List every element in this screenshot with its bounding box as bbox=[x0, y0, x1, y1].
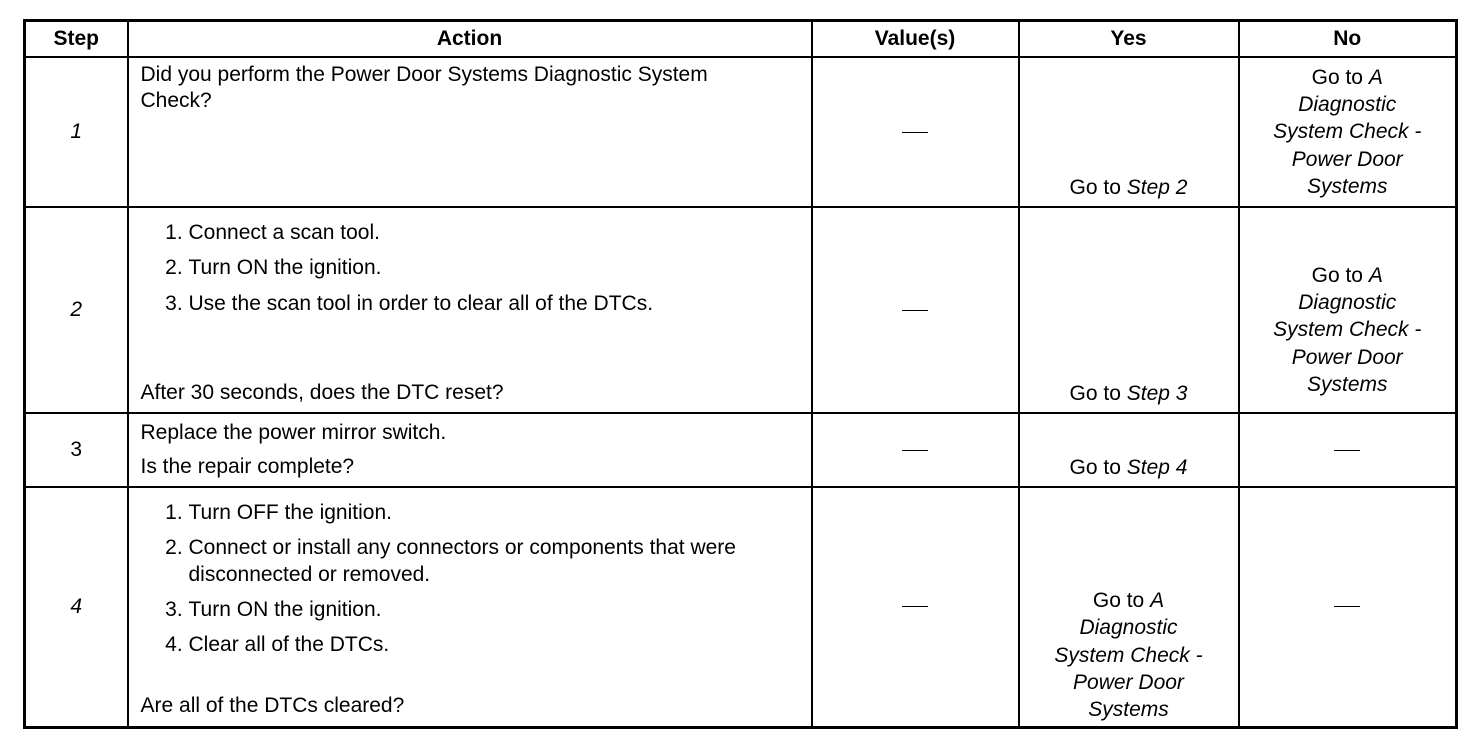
value-dash bbox=[813, 208, 1018, 412]
action-question: After 30 seconds, does the DTC reset? bbox=[140, 380, 504, 404]
step-number: 3 bbox=[70, 438, 83, 461]
action-question: Are all of the DTCs cleared? bbox=[140, 694, 405, 718]
list-item: 4. Clear all of the DTCs. bbox=[189, 632, 801, 658]
header-yes: Yes bbox=[1019, 21, 1239, 58]
yes-goto: Go to Step 2 bbox=[1069, 176, 1188, 199]
header-row bbox=[25, 21, 1457, 58]
step-number: 1 bbox=[70, 120, 83, 143]
yes-goto: Go to Step 4 bbox=[1069, 456, 1188, 479]
step-link[interactable]: Step 4 bbox=[1126, 456, 1188, 479]
list-item: 3. Turn ON the ignition. bbox=[189, 597, 801, 623]
no-dash bbox=[1240, 414, 1456, 486]
list-item: 1. Connect a scan tool. bbox=[189, 220, 801, 246]
step-link[interactable]: Step 2 bbox=[1126, 176, 1188, 199]
action-steps bbox=[141, 220, 801, 326]
list-item: 2. Turn ON the ignition. bbox=[189, 255, 801, 281]
yes-goto: Go to Step 3 bbox=[1069, 382, 1188, 405]
no-goto[interactable]: Go to A Diagnostic System Check - Power Door Systems bbox=[1273, 65, 1422, 198]
list-item: 3. Use the scan tool in order to clear all of the DTCs. bbox=[189, 291, 801, 317]
value-dash bbox=[813, 414, 1018, 486]
step-number: 4 bbox=[70, 594, 83, 618]
step-link[interactable]: Step 3 bbox=[1126, 382, 1188, 405]
header-step: Step bbox=[25, 21, 128, 58]
list-item: 2. Connect or install any connectors or components that were disconnected or removed. bbox=[189, 535, 801, 588]
header-no: No bbox=[1239, 21, 1457, 58]
action-text: Replace the power mirror switch. bbox=[140, 421, 447, 444]
no-goto[interactable]: Go to A Diagnostic System Check - Power Door Systems bbox=[1273, 263, 1422, 396]
table-row bbox=[25, 207, 1457, 413]
list-item: 1. Turn OFF the ignition. bbox=[189, 500, 801, 526]
table-row bbox=[25, 57, 1457, 207]
table-row bbox=[25, 487, 1457, 727]
no-dash bbox=[1240, 488, 1456, 726]
step-number: 2 bbox=[70, 298, 83, 321]
header-action: Action bbox=[128, 21, 812, 58]
action-text: Did you perform the Power Door Systems Diagnostic System Check? bbox=[140, 63, 708, 113]
value-dash bbox=[813, 58, 1018, 206]
value-dash bbox=[813, 488, 1018, 726]
diagnostic-table bbox=[23, 19, 1458, 729]
table-row bbox=[25, 413, 1457, 487]
yes-goto[interactable]: Go to A Diagnostic System Check - Power Door Systems bbox=[1054, 589, 1203, 722]
header-values: Value(s) bbox=[812, 21, 1019, 58]
action-steps bbox=[141, 500, 801, 667]
action-question: Is the repair complete? bbox=[140, 454, 355, 478]
